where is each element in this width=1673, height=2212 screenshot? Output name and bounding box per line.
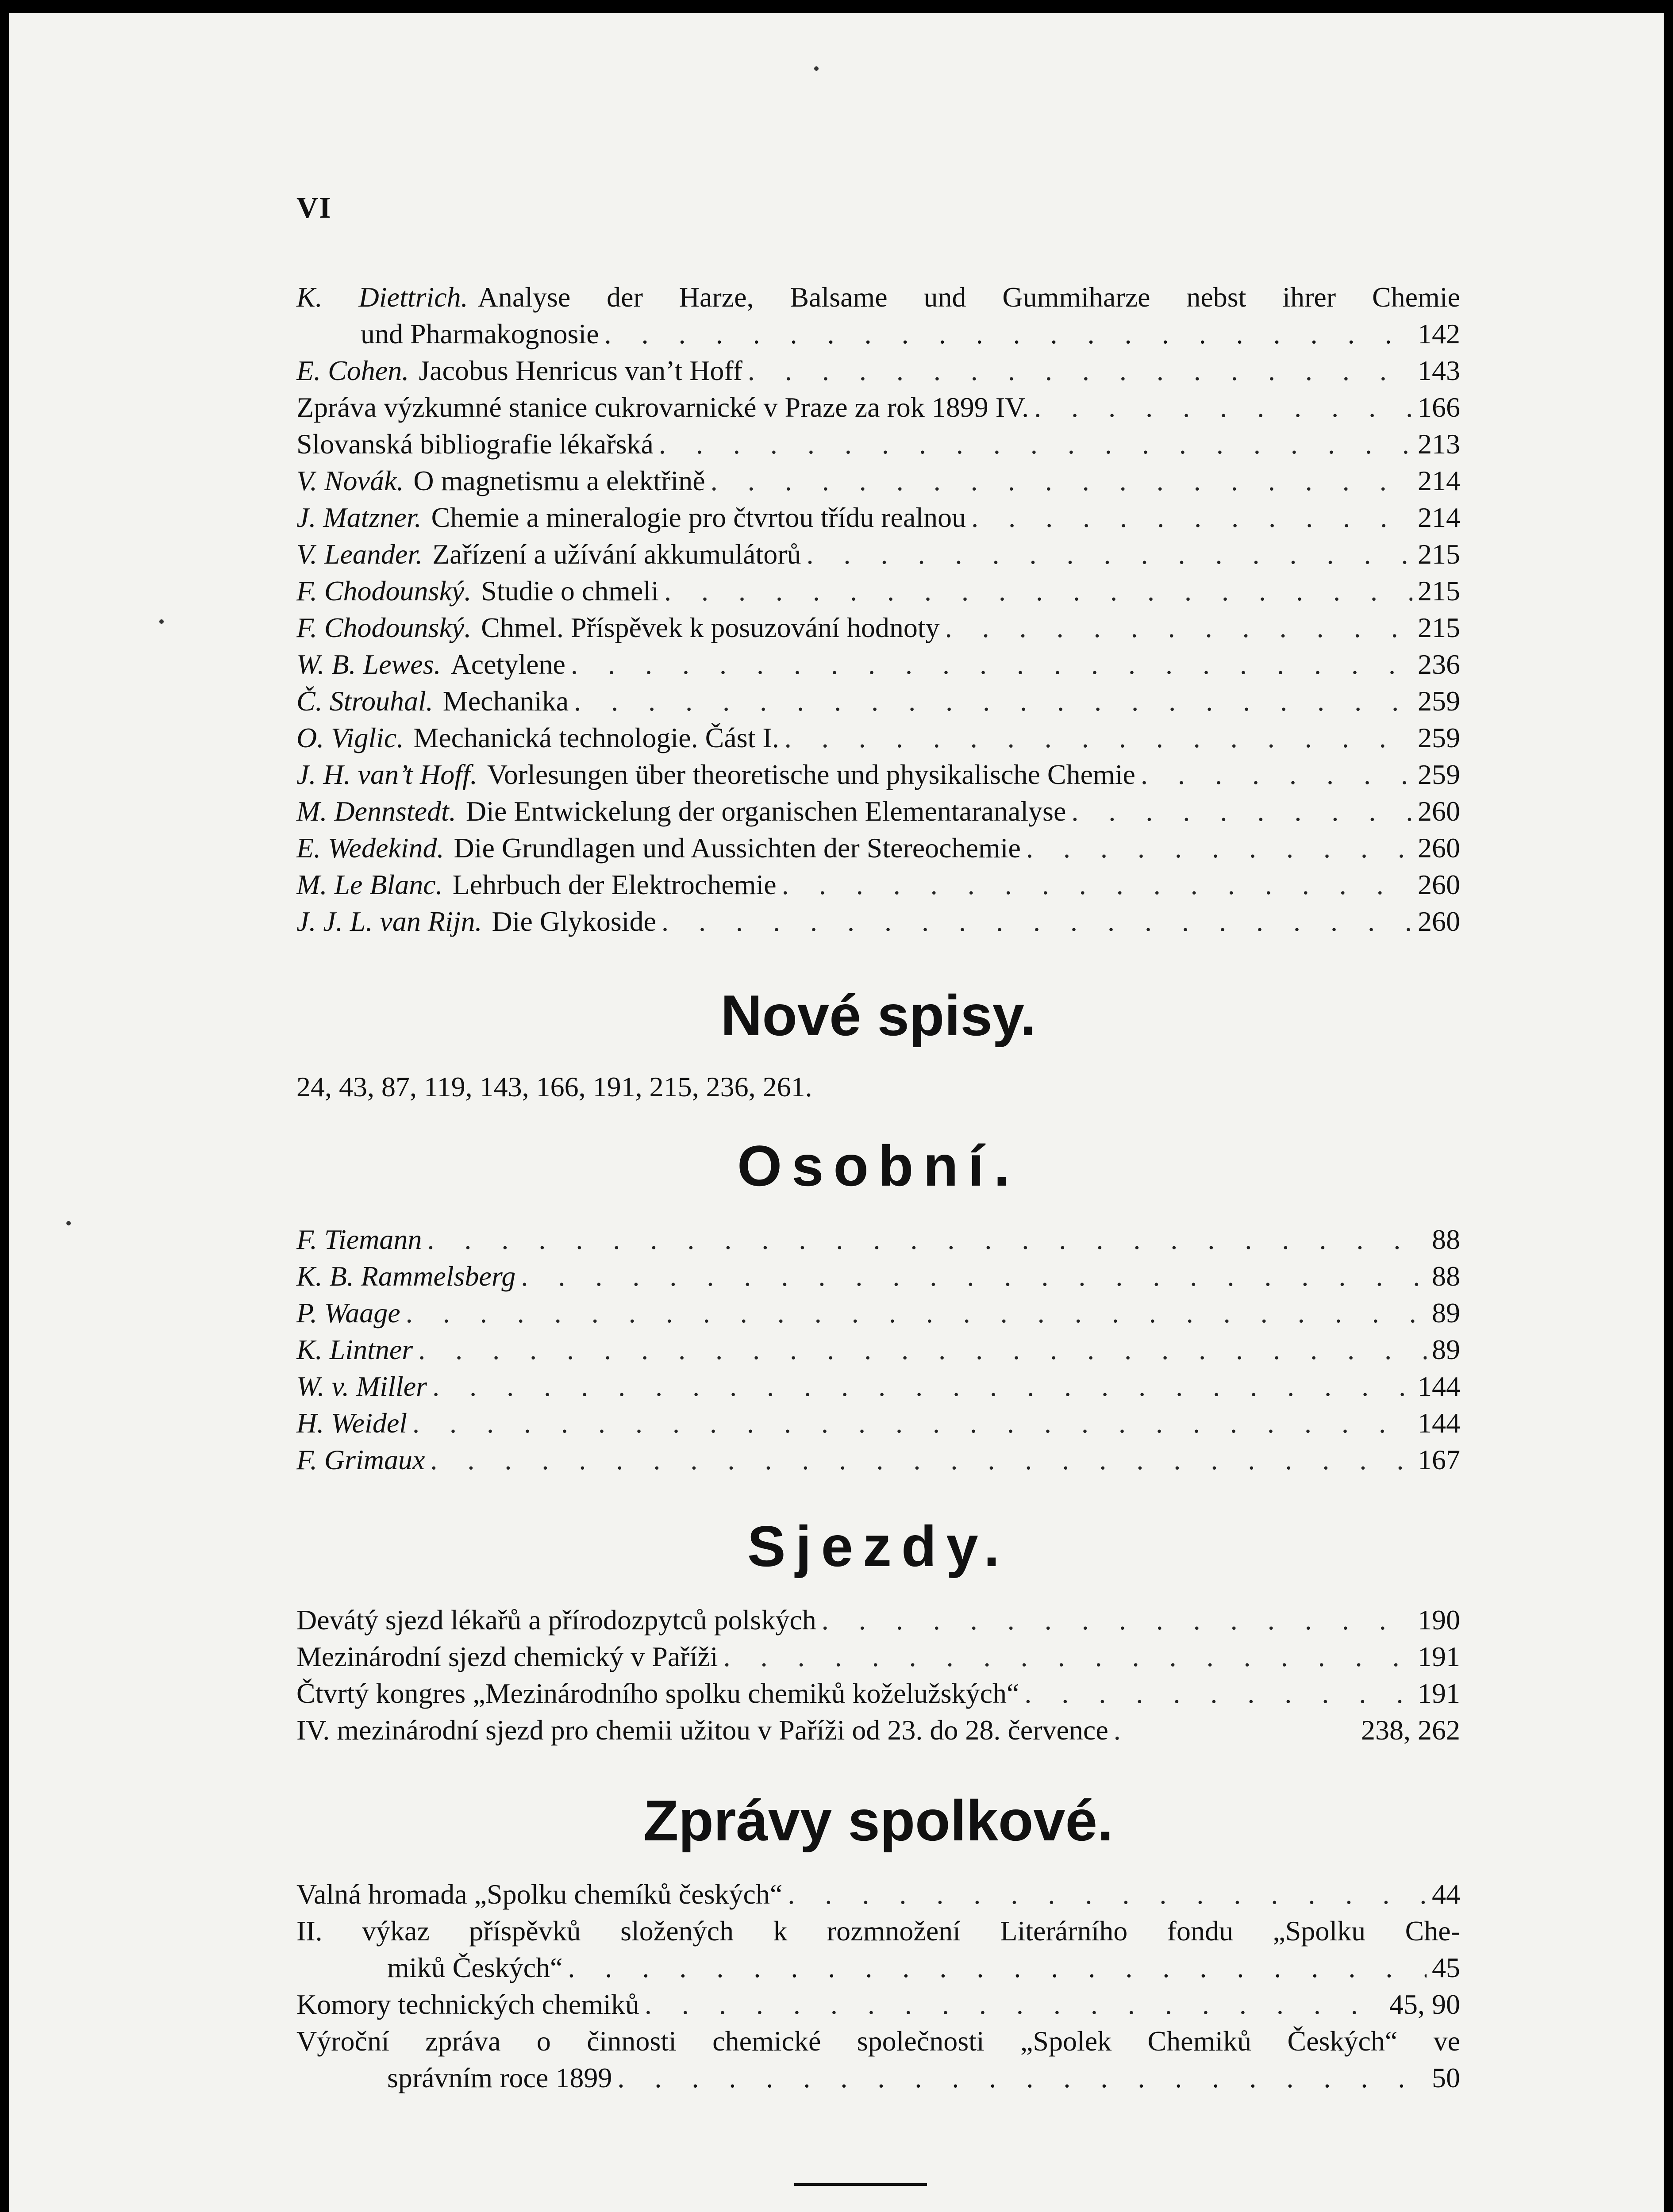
list-item: Slovanská bibliografie lékařská . . . 213 bbox=[296, 426, 1460, 462]
list-item: E. Wedekind. Die Grundlagen und Aussichten der Stereochemie . . . 260 bbox=[296, 830, 1460, 866]
nove-spisy-pages: 24, 43, 87, 119, 143, 166, 191, 215, 236, 261. bbox=[296, 1071, 812, 1102]
list-item: V. Novák. O magnetismu a elektřině . . . 214 bbox=[296, 462, 1460, 499]
list-item: E. Cohen. Jacobus Henricus van’t Hoff . . . 143 bbox=[296, 352, 1460, 389]
list-item: W. v. Miller . . . 144 bbox=[296, 1368, 1460, 1405]
section-heading-sjezdy: Sjezdy. bbox=[747, 1514, 1010, 1578]
reviews-list bbox=[296, 279, 1460, 940]
scan-speck bbox=[66, 1221, 71, 1225]
list-item: Čtvrtý kongres „Mezinárodního spolku chemiků koželužských“ . . . 191 bbox=[296, 1675, 1460, 1712]
sjezdy-list bbox=[296, 1601, 1460, 1748]
list-item: Výroční zpráva o činnosti chemické společnosti „Spolek Chemiků Českých“ ve správním roce 1899 . . . 50 bbox=[296, 2023, 1460, 2096]
list-item: O. Viglic. Mechanická technologie. Část I. . . . 259 bbox=[296, 719, 1460, 756]
list-item: K. Lintner . . . 89 bbox=[296, 1331, 1460, 1368]
document-page bbox=[9, 13, 1664, 2212]
page-folio: VI bbox=[296, 191, 332, 224]
list-item: Mezinárodní sjezd chemický v Paříži . . . 191 bbox=[296, 1638, 1460, 1675]
list-item: F. Tiemann . . . 88 bbox=[296, 1221, 1460, 1258]
list-item: J. Matzner. Chemie a mineralogie pro čtvrtou třídu realnou . . . 214 bbox=[296, 499, 1460, 536]
section-heading-osobni: Osobní. bbox=[737, 1133, 1019, 1198]
list-item: H. Weidel . . . 144 bbox=[296, 1405, 1460, 1441]
list-item: Komory technických chemiků . . . 45, 90 bbox=[296, 1986, 1460, 2023]
list-item: P. Waage . . . 89 bbox=[296, 1294, 1460, 1331]
list-item: II. výkaz příspěvků složených k rozmnožení Literárního fondu „Spolku Che- miků Českých“ . . . 45 bbox=[296, 1912, 1460, 1986]
list-item: M. Le Blanc. Lehrbuch der Elektrochemie . . . 260 bbox=[296, 866, 1460, 903]
list-item: J. H. van’t Hoff. Vorlesungen über theoretische und physikalische Chemie . . . 259 bbox=[296, 756, 1460, 793]
osobni-list bbox=[296, 1221, 1460, 1478]
list-item: K. B. Rammelsberg . . . 88 bbox=[296, 1258, 1460, 1294]
list-item: Zpráva výzkumné stanice cukrovarnické v Praze za rok 1899 IV. . . . 166 bbox=[296, 389, 1460, 426]
list-item: IV. mezinárodní sjezd pro chemii užitou v Paříži od 23. do 28. července . . . 238, 262 bbox=[296, 1712, 1460, 1748]
list-item: F. Chodounský. Studie o chmeli . . . 215 bbox=[296, 572, 1460, 609]
scan-speck bbox=[814, 66, 819, 71]
zpravy-list bbox=[296, 1876, 1460, 2096]
list-item: Č. Strouhal. Mechanika . . . 259 bbox=[296, 683, 1460, 719]
list-item: M. Dennstedt. Die Entwickelung der organischen Elementaranalyse . . . 260 bbox=[296, 793, 1460, 830]
list-item: F. Grimaux . . . 167 bbox=[296, 1441, 1460, 1478]
section-heading-nove-spisy: Nové spisy. bbox=[720, 983, 1036, 1048]
list-item: K. Diettrich. Analyse der Harze, Balsame und Gummiharze nebst ihrer Chemie und Pharmakognosie . . . 142 bbox=[296, 279, 1460, 352]
list-item: J. J. L. van Rijn. Die Glykoside . . . 260 bbox=[296, 903, 1460, 940]
list-item: F. Chodounský. Chmel. Příspěvek k posuzování hodnoty . . . 215 bbox=[296, 609, 1460, 646]
list-item: Devátý sjezd lékařů a přírodozpytců polských . . . 190 bbox=[296, 1601, 1460, 1638]
list-item: Valná hromada „Spolku chemíků českých“ . . . 44 bbox=[296, 1876, 1460, 1912]
section-heading-zpravy-spolkove: Zprávy spolkové. bbox=[643, 1788, 1114, 1853]
scan-speck bbox=[159, 619, 164, 624]
list-item: V. Leander. Zařízení a užívání akkumulátorů . . . 215 bbox=[296, 536, 1460, 572]
list-item: W. B. Lewes. Acetylene . . . 236 bbox=[296, 646, 1460, 683]
closing-rule bbox=[794, 2183, 927, 2186]
